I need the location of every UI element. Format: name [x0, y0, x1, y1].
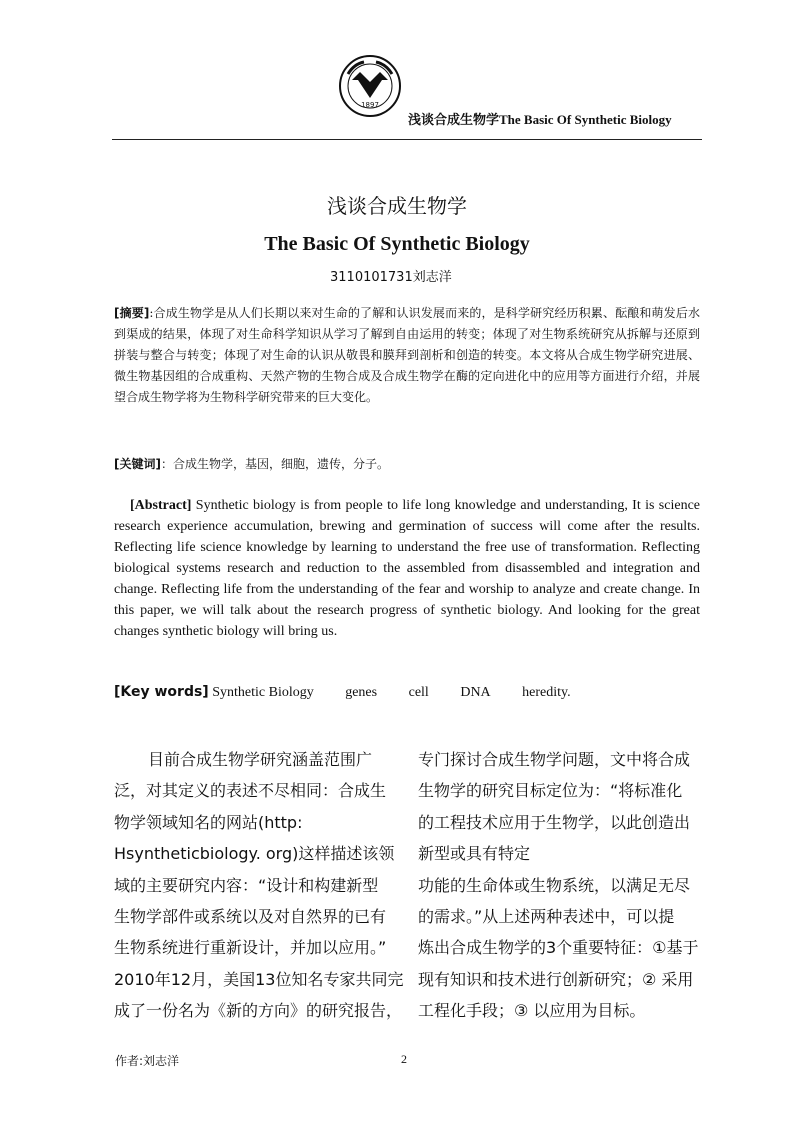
keywords-english-label: [Key words]	[114, 684, 209, 700]
body-line: 现有知识和技术进行创新研究；② 采用	[418, 969, 694, 989]
body-line: 泛，对其定义的表述不尽相同：合成生	[114, 781, 387, 801]
abstract-chinese-text: :合成生物学是从人们长期以来对生命的了解和认识发展而来的，是科学研究经历积累、酝酿和萌发后水到渠成的结果，体现了对生命科学知识从学习了解到自由运用的转变；体现了对生物系统研究从拆解与还原到拼装与整合与转变；体现了对生命的认识从敬畏和膜拜到剖析和创造的转变。本文将从合成生物学研究进展、微生物基因组的合成重构、天然产物的生物合成及合成生物学在酶的定向进化中的应用等方面进行介绍，并展望合成生物学将为生物科学研究带来的巨大变化。	[114, 306, 700, 404]
body-line: 目前合成生物学研究涵盖范围广	[148, 750, 373, 769]
keyword-item: Synthetic Biology	[212, 685, 314, 700]
body-line: 功能的生命体或生物系统，以满足无尽	[418, 875, 691, 895]
author-student-id: 3110101731刘志洋	[330, 270, 452, 285]
body-line: 生物学的研究目标定位为：“将标准化	[418, 781, 683, 801]
footer-author: 作者:刘志洋	[115, 1054, 180, 1068]
header-divider	[112, 139, 702, 140]
body-line: 的需求。”从上述两种表述中，可以提	[418, 906, 675, 926]
body-column-left	[114, 744, 404, 1027]
running-title: 浅谈合成生物学The Basic Of Synthetic Biology	[408, 112, 672, 127]
abstract-chinese	[114, 303, 700, 408]
body-line: Hsyntheticbiology. org)这样描述该领	[114, 844, 395, 864]
keyword-item: heredity.	[522, 685, 571, 700]
keywords-chinese-label: [关键词]	[114, 457, 161, 471]
abstract-english-text: Synthetic biology is from people to life long knowledge and understanding, It is science research experience accumulation, brewing and germination of success will come after the results. Reflecting life science knowledge by learning to understand the free use of transformation. Reflecting biological systems research and reduction to the assembled from disassembled and integration and change. Reflecting life from the understanding of the fear and worship to analyze and create change. In this paper, we will talk about the research progress of synthetic biology. And looking for the great changes synthetic biology will bring us.	[114, 498, 700, 639]
body-line: 物学领域知名的网站(http:	[114, 812, 303, 832]
body-column-right	[418, 744, 704, 1027]
paper-title-chinese: 浅谈合成生物学	[327, 194, 467, 218]
body-line: 生物系统进行重新设计，并加以应用。”	[114, 938, 387, 958]
abstract-english-label: [Abstract]	[130, 498, 192, 513]
abstract-english	[114, 495, 700, 642]
keywords-english	[114, 684, 700, 701]
keyword-item: DNA	[460, 685, 491, 700]
body-line: 的工程技术应用于生物学，以此创造出	[418, 812, 691, 832]
keyword-item: genes	[345, 685, 378, 700]
body-line: 炼出合成生物学的3个重要特征：①基于	[418, 938, 699, 958]
page-header	[112, 48, 702, 140]
university-logo-icon	[338, 54, 402, 118]
body-line: 工程化手段；③ 以应用为目标。	[418, 1001, 646, 1021]
logo-year: 1897	[361, 101, 379, 109]
keyword-item: cell	[408, 685, 429, 700]
keywords-chinese-text: ：合成生物学，基因，细胞，遗传，分子。	[160, 457, 389, 471]
abstract-chinese-label: [摘要]	[114, 306, 150, 320]
body-line: 成了一份名为《新的方向》的研究报告，	[114, 1001, 403, 1021]
body-line: 专门探讨合成生物学问题，文中将合成	[418, 750, 691, 769]
body-line: 2010年12月，美国13位知名专家共同完	[114, 969, 404, 989]
paper-title-english: The Basic Of Synthetic Biology	[264, 233, 530, 255]
body-line: 生物学部件或系统以及对自然界的已有	[114, 906, 387, 926]
keywords-chinese	[114, 455, 700, 472]
body-line: 新型或具有特定	[418, 844, 531, 864]
body-line: 域的主要研究内容：“设计和构建新型	[114, 875, 379, 895]
page-number: 2	[401, 1052, 407, 1066]
